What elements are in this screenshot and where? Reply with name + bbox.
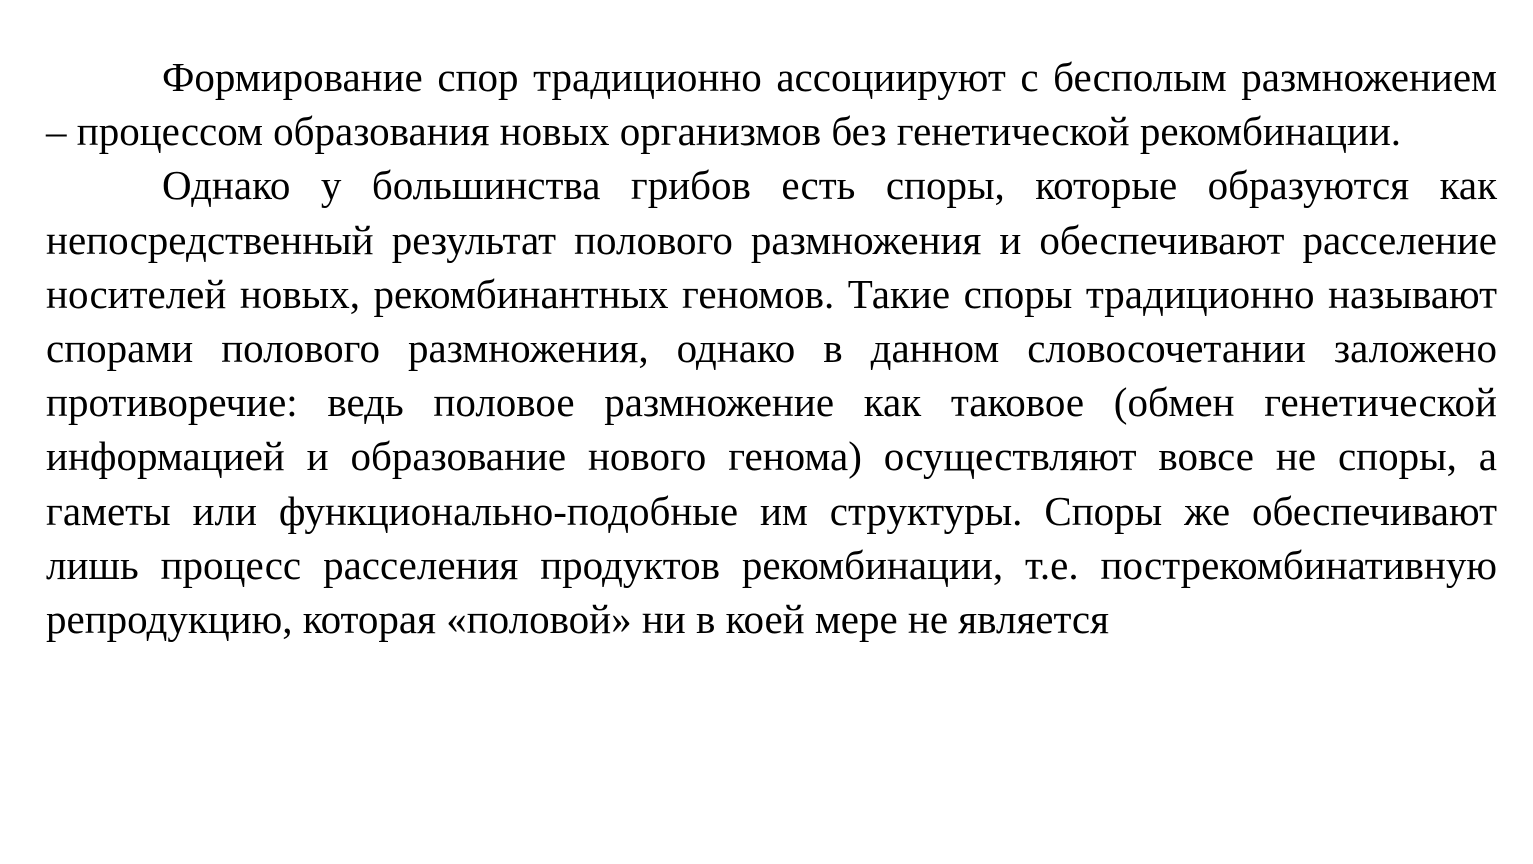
document-page (46, 50, 1497, 646)
paragraph-spore-formation: Формирование спор традиционно ассоциируют с бесполым размножением – процессом образования новых организмов без генетической рекомбинации. (46, 54, 1497, 155)
paragraph-sexual-spores: Однако у большинства грибов есть споры, которые образуются как непосредственный результат полового размножения и обеспечивают расселение носителей новых, рекомбинантных геномов. Такие споры традиционно называют спорами полового размножения, однако в данном словосочетании заложено противоречие: ведь половое размножение как таковое (обмен генетической информацией и образование нового генома) осуществляют вовсе не споры, а гаметы или функционально-подобные им структуры. Споры же обеспечивают лишь процесс расселения продуктов рекомбинации, т.е. пострекомбинативную репродукцию, которая «половой» ни в коей мере не является (46, 162, 1497, 643)
